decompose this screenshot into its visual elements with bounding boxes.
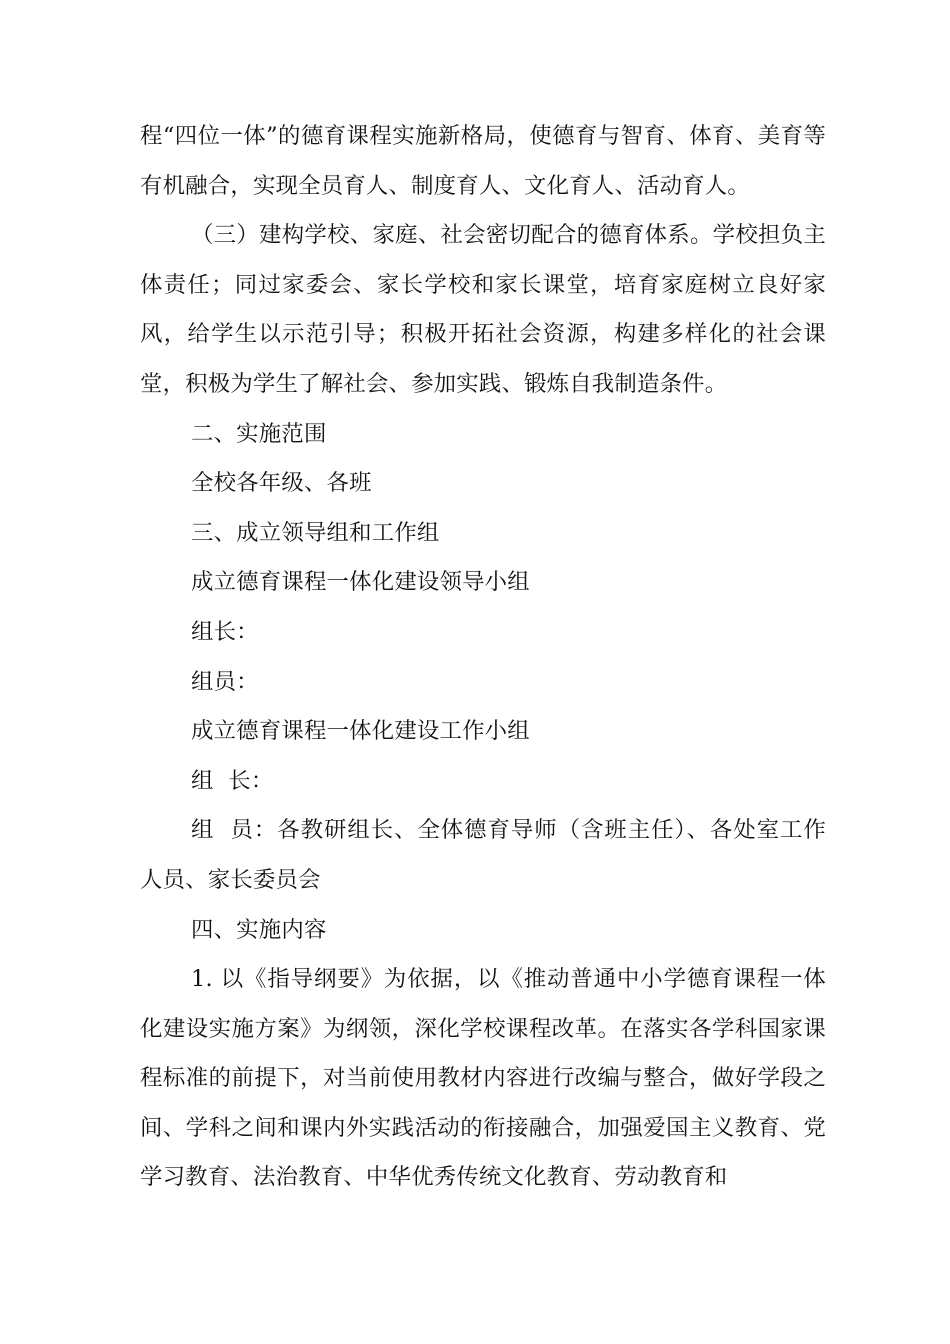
leading-group-title: 成立德育课程一体化建设领导小组	[191, 569, 530, 596]
scope-text: 全校各年级、各班	[191, 470, 372, 497]
paragraph-section-3: （三）建构学校、家庭、社会密切配合的德育体系。学校担负主体责任；同过家委会、家长学校和家长课堂，培育家庭树立良好家风，给学生以示范引导；积极开拓社会资源，构建多样化的社会课堂，积极为学生了解社会、参加实践、锻炼自我制造条件。	[140, 222, 826, 397]
working-group-title: 成立德育课程一体化建设工作小组	[191, 718, 530, 745]
heading-groups: 三、成立领导组和工作组	[191, 519, 440, 546]
leading-group-members: 组员：	[191, 668, 259, 695]
content-item-1: 1. 以《指导纲要》为依据，以《推动普通中小学德育课程一体化建设实施方案》为纲领，深化学校课程改革。在落实各学科国家课程标准的前提下，对当前使用教材内容进行改编与整合，做好学段之间、学科之间和课内外实践活动的衔接融合，加强爱国主义教育、党学习教育、法治教育、中华优秀传统文化教育、劳动教育和	[140, 966, 826, 1191]
paragraph-continuation: 程“四位一体”的德育课程实施新格局，使德育与智育、体育、美育等有机融合，实现全员育人、制度育人、文化育人、活动育人。	[140, 123, 826, 199]
heading-implementation-content: 四、实施内容	[191, 916, 327, 943]
leading-group-leader: 组长：	[191, 618, 259, 645]
working-group-members: 组 员：各教研组长、全体德育导师（含班主任）、各处室工作人员、家长委员会	[140, 817, 826, 893]
working-group-leader: 组 长：	[191, 767, 274, 794]
heading-implementation-scope: 二、实施范围	[191, 420, 327, 447]
document-body	[140, 112, 826, 1203]
